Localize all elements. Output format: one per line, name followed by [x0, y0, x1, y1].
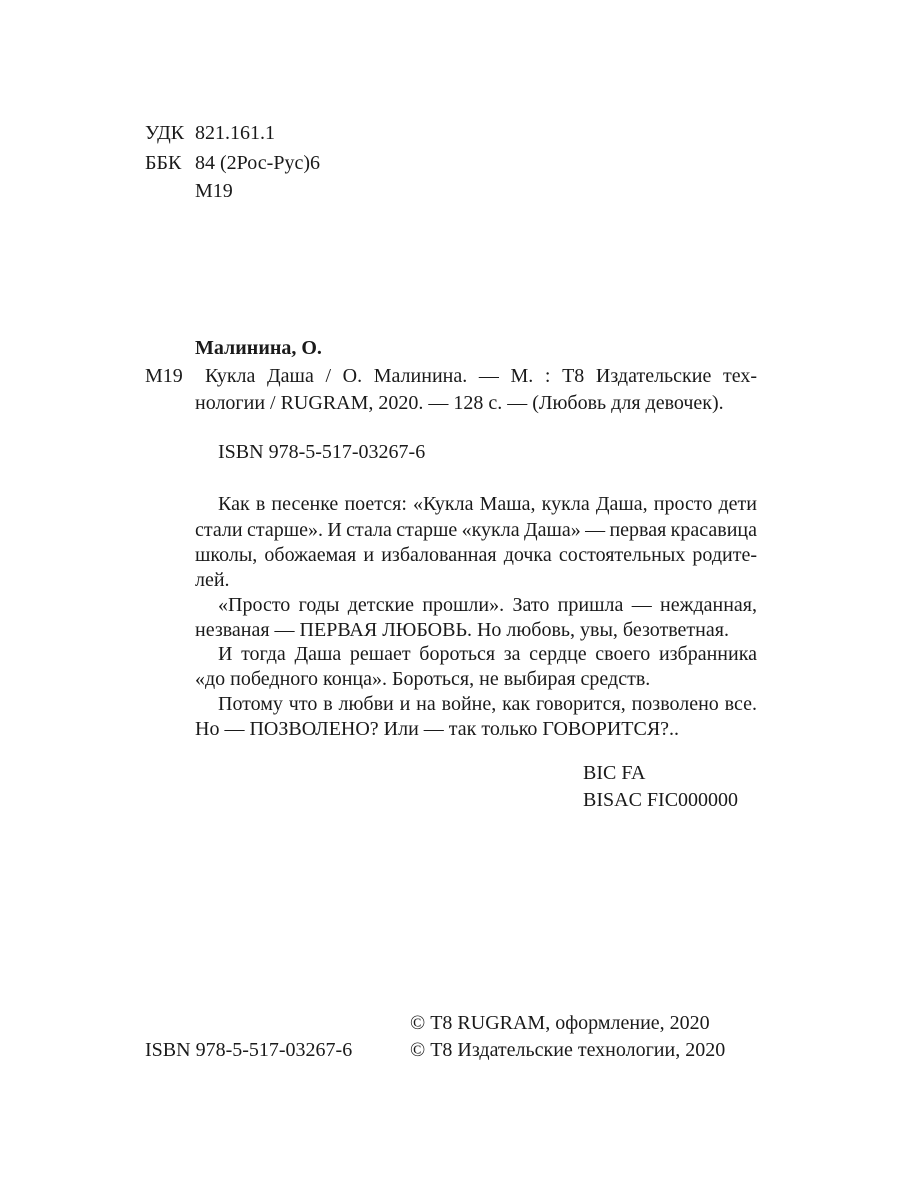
description-line: Кукла Даша / О. Малинина. — М. : Т8 Издательские тех-: [205, 365, 757, 387]
copyright-line: © Т8 Издательские технологии, 2020: [410, 1039, 726, 1061]
copyright-line: © Т8 RUGRAM, оформление, 2020: [410, 1012, 710, 1034]
annotation-line: школы, обожаемая и избалованная дочка состоятельных родите-: [195, 544, 757, 566]
annotation-line: «Просто годы детские прошли». Зато пришла — нежданная,: [218, 594, 757, 616]
udk-value: 821.161.1: [195, 122, 275, 144]
author-sign-record: М19: [145, 365, 183, 387]
description-line: нологии / RUGRAM, 2020. — 128 с. — (Любовь для девочек).: [195, 392, 724, 414]
annotation-line: незваная — ПЕРВАЯ ЛЮБОВЬ. Но любовь, увы, безответная.: [195, 619, 729, 641]
author-heading: Малинина, О.: [195, 337, 322, 359]
annotation-line: лей.: [195, 569, 230, 591]
annotation-line: «до победного конца». Бороться, не выбирая средств.: [195, 668, 651, 690]
annotation-line: И тогда Даша решает бороться за сердце своего избранника: [218, 643, 757, 665]
bbk-label: ББК: [145, 152, 182, 174]
annotation-line: Потому что в любви и на войне, как говорится, позволено все.: [218, 693, 757, 715]
annotation-line: Но — ПОЗВОЛЕНО? Или — так только ГОВОРИТСЯ?..: [195, 718, 680, 740]
annotation-line: стали старше». И стала старше «кукла Даша» — первая красавица: [195, 519, 757, 541]
bisac-code: BISAC FIC000000: [583, 789, 739, 811]
bbk-value: 84 (2Рос-Рус)6: [195, 152, 320, 174]
footer-isbn: ISBN 978-5-517-03267-6: [145, 1039, 353, 1061]
annotation-line: Как в песенке поется: «Кукла Маша, кукла Даша, просто дети: [218, 493, 757, 515]
bic-code: BIC FA: [583, 762, 646, 784]
record-isbn: ISBN 978-5-517-03267-6: [218, 441, 426, 463]
udk-label: УДК: [145, 122, 185, 144]
author-sign: М19: [195, 180, 233, 202]
